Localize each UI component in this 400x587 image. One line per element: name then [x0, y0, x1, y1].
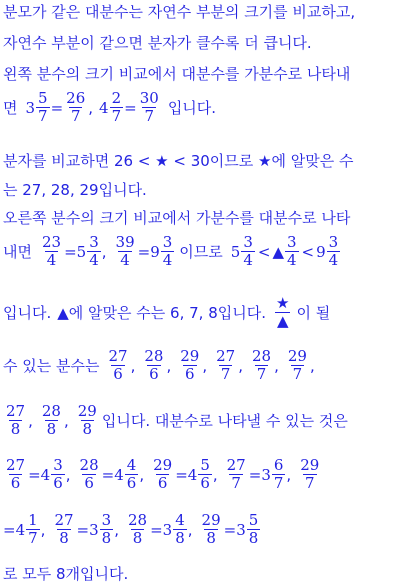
line-10 — [3, 348, 315, 383]
fraction: $\frac{29}{8}$ — [201, 511, 221, 547]
whole-number: 4 — [15, 520, 26, 539]
equals-sign: = — [64, 242, 77, 261]
line-12 — [3, 457, 322, 492]
whole-number: 3 — [25, 98, 36, 117]
line-5: 분자를 비교하면 26 < ★ < 30이므로 ★에 알맞은 수 — [3, 152, 354, 170]
comma: , — [238, 356, 243, 375]
star-icon: ★ — [275, 294, 290, 312]
fraction: $\frac{27}{7}$ — [216, 347, 236, 383]
fraction: $\frac{27}{7}$ — [226, 456, 246, 492]
fraction: $\frac{23}{4}$ — [41, 233, 62, 269]
line-9-a: 입니다. — [3, 304, 52, 322]
fraction: $\frac{3}{4}$ — [243, 233, 253, 269]
line-4 — [3, 90, 216, 125]
star-over-triangle — [274, 295, 291, 330]
line-9-c: 이 될 — [296, 304, 331, 322]
whole-number: 3 — [89, 520, 99, 539]
line-14: 로 모두 8개입니다. — [3, 565, 129, 583]
fraction: $\frac{29}{7}$ — [287, 347, 307, 383]
fraction: $\frac{29}{6}$ — [153, 456, 173, 492]
fraction: $\frac{3}{4}$ — [328, 233, 339, 269]
line-8 — [3, 234, 341, 269]
fraction: $\frac{27}{6}$ — [6, 456, 26, 492]
fraction: $\frac{29}{7}$ — [300, 456, 320, 492]
comma: , — [187, 520, 193, 539]
fraction: $\frac{28}{8}$ — [128, 511, 148, 547]
equals-sign: = — [101, 465, 115, 484]
line-1: 분모가 같은 대분수는 자연수 부분의 크기를 비교하고, — [3, 3, 356, 21]
fraction: $\frac{2}{7}$ — [111, 89, 122, 125]
whole-number: 3 — [236, 520, 246, 539]
equals-sign: = — [150, 520, 163, 539]
equals-sign: = — [137, 242, 151, 261]
whole-number: 3 — [162, 520, 173, 539]
fraction: $\frac{6}{7}$ — [273, 456, 284, 492]
equals-sign: = — [76, 520, 90, 539]
whole-number: 4 — [187, 465, 198, 484]
fraction: $\frac{5}{8}$ — [248, 511, 259, 547]
comma: , — [286, 465, 292, 484]
comma: , — [212, 465, 218, 484]
comma: , — [139, 465, 145, 484]
line-3: 왼쪽 분수의 크기 비교에서 대분수를 가분수로 나타내 — [3, 65, 351, 83]
line-9 — [3, 295, 330, 330]
fraction: $\frac{5}{6}$ — [200, 456, 210, 492]
comma: , — [65, 465, 71, 484]
equals-sign: = — [124, 98, 137, 117]
comma: , — [101, 242, 107, 261]
comma: , — [166, 356, 172, 375]
whole-number: 4 — [99, 98, 109, 117]
line-8-pre: 내면 — [3, 243, 32, 261]
fraction: $\frac{3}{8}$ — [101, 511, 112, 547]
fraction: $\frac{28}{8}$ — [41, 402, 61, 438]
fraction: $\frac{4}{8}$ — [175, 511, 185, 547]
fraction: $\frac{3}{4}$ — [162, 233, 173, 269]
fraction: $\frac{3}{6}$ — [53, 456, 63, 492]
whole-number: 5 — [230, 242, 241, 261]
line-11-post: 입니다. 대분수로 나타낼 수 있는 것은 — [101, 412, 348, 430]
fraction: $\frac{1}{7}$ — [28, 511, 38, 547]
line-4-pre: 면 — [3, 99, 18, 117]
equals-sign: = — [28, 465, 41, 484]
triangle-icon: ▲ — [272, 242, 284, 261]
triangle-icon: ▲ — [276, 312, 289, 330]
line-6: 는 27, 28, 29입니다. — [3, 181, 147, 199]
fraction: $\frac{27}{6}$ — [108, 347, 128, 383]
fraction: $\frac{26}{7}$ — [66, 89, 86, 125]
comma: , — [202, 356, 208, 375]
less-than-sign: < — [301, 242, 315, 261]
comma: , — [130, 356, 136, 375]
fraction: $\frac{30}{7}$ — [139, 89, 159, 125]
fraction: $\frac{39}{4}$ — [115, 233, 135, 269]
comma: , — [274, 356, 279, 375]
comma: , — [309, 356, 315, 375]
whole-number: 5 — [76, 242, 87, 261]
whole-number: 4 — [40, 465, 51, 484]
fraction: $\frac{5}{7}$ — [38, 89, 48, 125]
equals-sign: = — [3, 520, 16, 539]
fraction: $\frac{3}{4}$ — [89, 233, 99, 269]
line-10-pre: 수 있는 분수는 — [3, 357, 100, 375]
line-8-mid: 이므로 — [179, 243, 223, 261]
line-4-post: 입니다. — [167, 99, 217, 117]
whole-number: 9 — [316, 242, 326, 261]
line-7: 오른쪽 분수의 크기 비교에서 가분수를 대분수로 나타 — [3, 209, 351, 227]
fraction: $\frac{4}{6}$ — [126, 456, 137, 492]
whole-number: 3 — [261, 465, 271, 484]
line-11 — [3, 403, 348, 438]
fraction: $\frac{27}{8}$ — [6, 402, 26, 438]
fraction: $\frac{28}{6}$ — [144, 347, 164, 383]
fraction: $\frac{29}{6}$ — [180, 347, 200, 383]
fraction: $\frac{28}{7}$ — [251, 347, 272, 383]
whole-number: 9 — [150, 242, 160, 261]
comma: , — [40, 520, 46, 539]
comma: , — [63, 411, 69, 430]
equals-sign: = — [175, 465, 188, 484]
equals-sign: = — [50, 98, 64, 117]
comma: , — [28, 411, 33, 430]
equals-sign: = — [248, 465, 262, 484]
comma: , — [88, 98, 94, 117]
fraction: $\frac{27}{8}$ — [54, 511, 74, 547]
line-9-b: 에 알맞은 수는 6, 7, 8입니다. — [68, 304, 266, 322]
whole-number: 4 — [114, 465, 124, 484]
fraction: $\frac{29}{8}$ — [77, 402, 97, 438]
comma: , — [114, 520, 119, 539]
triangle-icon: ▲ — [57, 303, 69, 322]
line-13 — [3, 512, 261, 547]
fraction: $\frac{28}{6}$ — [79, 456, 99, 492]
fraction: $\frac{3}{4}$ — [287, 233, 297, 269]
equals-sign: = — [223, 520, 237, 539]
less-than-sign: < — [257, 242, 271, 261]
line-2: 자연수 부분이 같으면 분자가 클수록 더 큽니다. — [3, 34, 312, 52]
